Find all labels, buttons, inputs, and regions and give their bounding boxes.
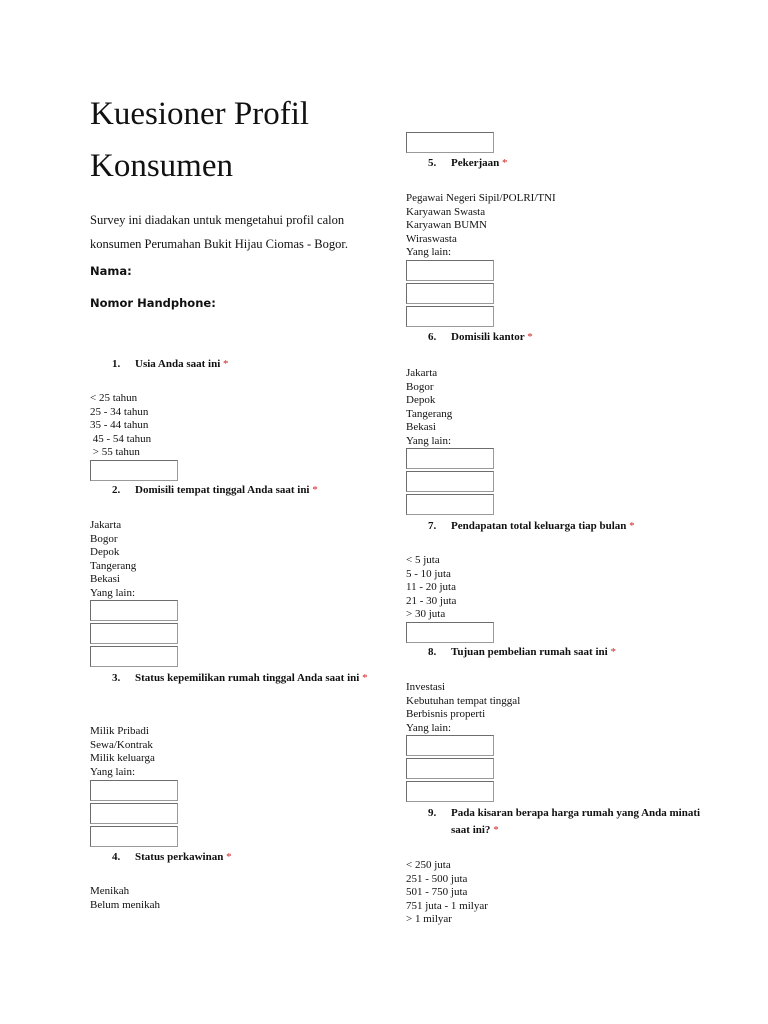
handphone-label: Nomor Handphone: [90,296,216,310]
question-1-input-group [90,460,178,481]
question-8 [406,644,736,661]
question-3-input-group [90,780,178,847]
question-4-continued-input [406,132,494,153]
question-4 [90,849,380,866]
answer-input[interactable] [90,826,178,847]
question-label: Status kepemilikan rumah tinggal Anda saat ini [135,672,360,684]
option[interactable]: Bekasi [406,421,436,433]
question-number: 8. [428,646,437,658]
option[interactable]: < 5 juta [406,554,440,566]
option[interactable]: Sewa/Kontrak [90,738,153,751]
option[interactable]: 751 juta - 1 milyar [406,899,488,912]
question-6-input-group [406,448,494,515]
option[interactable]: 5 - 10 juta [406,567,451,580]
question-6 [406,329,736,346]
option[interactable]: Belum menikah [90,898,160,911]
required-mark: * [493,824,499,836]
question-3 [90,670,380,687]
option[interactable]: 45 - 54 tahun [90,432,152,445]
option[interactable]: Tangerang [406,407,453,420]
answer-input[interactable] [90,460,178,481]
answer-input[interactable] [90,803,178,824]
question-label: Tujuan pembelian rumah saat ini [451,646,608,658]
question-2-input-group [90,600,178,667]
option[interactable]: Tangerang [90,559,137,572]
option[interactable]: < 250 juta [406,859,451,871]
required-mark: * [629,520,635,532]
answer-input[interactable] [90,780,178,801]
option[interactable]: Depok [406,394,436,406]
form-description: Survey ini diadakan untuk mengetahui profil calon konsumen Perumahan Bukit Hijau Ciomas - Bogor. [90,213,348,251]
question-7 [406,518,736,535]
question-label: Pada kisaran berapa harga rumah yang Anda minati saat ini? [451,807,701,836]
answer-input[interactable] [406,781,494,802]
question-8-options [406,681,520,735]
option[interactable]: < 25 tahun [90,392,138,404]
question-label: Usia Anda saat ini [135,358,221,370]
option-other[interactable]: Yang lain: [406,721,452,734]
form-title-line1: Kuesioner Profil [90,96,310,132]
question-1 [90,356,380,373]
required-mark: * [312,484,318,496]
option[interactable]: Karyawan BUMN [406,219,487,231]
option-other[interactable]: Yang lain: [406,246,452,258]
option[interactable]: 501 - 750 juta [406,886,468,898]
left-column [90,88,380,911]
question-5-options [406,192,556,260]
option[interactable]: 11 - 20 juta [406,581,456,593]
answer-input[interactable] [406,448,494,469]
question-9 [406,805,706,839]
option[interactable]: Wiraswasta [406,232,457,245]
option[interactable]: Bogor [90,532,118,545]
question-8-input-group [406,735,494,802]
option-other[interactable]: Yang lain: [90,765,136,778]
answer-input[interactable] [406,260,494,281]
option-other[interactable]: Yang lain: [90,586,136,599]
question-6-options [406,367,452,448]
question-label: Domisili kantor [451,331,525,343]
question-2-options [90,519,136,600]
answer-input[interactable] [406,471,494,492]
question-label: Pekerjaan [451,157,500,169]
question-number: 5. [428,157,437,169]
question-1-options [90,392,151,460]
option[interactable]: Karyawan Swasta [406,205,486,218]
option[interactable]: Jakarta [90,519,122,531]
required-mark: * [226,851,232,863]
form-title [90,88,380,192]
option[interactable]: 251 - 500 juta [406,872,468,885]
option[interactable]: > 30 juta [406,608,446,620]
question-5-input-group [406,260,494,327]
option[interactable]: Menikah [90,885,130,897]
required-mark: * [527,331,533,343]
option-other[interactable]: Yang lain: [406,434,452,447]
question-number: 6. [428,331,437,343]
question-number: 4. [112,851,121,863]
answer-input[interactable] [406,758,494,779]
option[interactable]: Berbisnis properti [406,708,486,720]
answer-input[interactable] [406,494,494,515]
option[interactable]: Depok [90,546,120,558]
answer-input[interactable] [90,623,178,644]
question-5 [406,155,736,172]
nama-label: Nama: [90,264,132,278]
answer-input[interactable] [90,646,178,667]
option[interactable]: > 1 milyar [406,913,452,925]
required-mark: * [610,646,616,658]
question-number: 2. [112,484,121,496]
question-number: 1. [112,358,121,370]
option[interactable]: 35 - 44 tahun [90,419,149,431]
question-number: 3. [112,672,121,684]
answer-input[interactable] [406,622,494,643]
question-2 [90,482,380,499]
form-title-line2: Konsumen [90,148,233,184]
option[interactable]: Kebutuhan tempat tinggal [406,694,521,707]
question-label: Pendapatan total keluarga tiap bulan [451,520,627,532]
question-3-options [90,725,155,779]
option[interactable]: 25 - 34 tahun [90,405,149,418]
question-number: 9. [428,807,437,819]
required-mark: * [223,358,229,370]
question-9-options [406,859,488,927]
answer-input[interactable] [90,600,178,621]
question-7-options [406,554,456,622]
answer-input[interactable] [406,735,494,756]
question-4-options [90,885,160,912]
option[interactable]: Bogor [406,380,434,393]
question-7-input-group [406,622,494,643]
option[interactable]: Jakarta [406,367,438,379]
answer-input[interactable] [406,283,494,304]
answer-input[interactable] [406,132,494,153]
answer-input[interactable] [406,306,494,327]
required-mark: * [362,672,368,684]
option[interactable]: Investasi [406,681,446,693]
required-mark: * [502,157,508,169]
option[interactable]: Pegawai Negeri Sipil/POLRI/TNI [406,192,556,204]
option[interactable]: Bekasi [90,573,120,585]
option[interactable]: 21 - 30 juta [406,594,457,607]
question-label: Domisili tempat tinggal Anda saat ini [135,484,310,496]
option[interactable]: Milik Pribadi [90,725,149,737]
option[interactable]: Milik keluarga [90,752,155,764]
question-label: Status perkawinan [135,851,224,863]
option[interactable]: > 55 tahun [90,446,140,458]
question-number: 7. [428,520,437,532]
